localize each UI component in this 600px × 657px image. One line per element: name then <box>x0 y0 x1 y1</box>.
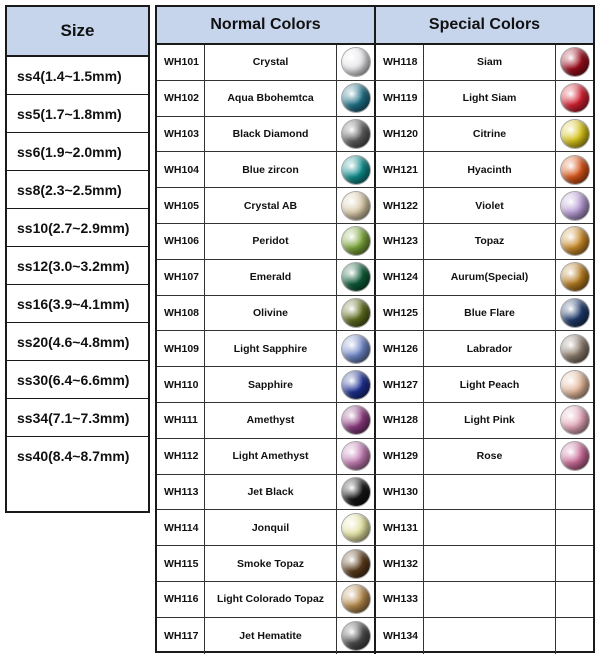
normal-swatch-cell <box>337 475 376 510</box>
size-list <box>7 57 148 475</box>
special-name: Light Siam <box>424 81 556 116</box>
normal-code: WH105 <box>157 188 205 223</box>
rhinestone-swatch <box>342 299 370 327</box>
special-code: WH129 <box>376 439 424 474</box>
size-row: ss20(4.6~4.8mm) <box>7 323 148 361</box>
rhinestone-swatch <box>342 406 370 434</box>
normal-name: Sapphire <box>205 367 337 402</box>
normal-name: Aqua Bbohemtca <box>205 81 337 116</box>
rhinestone-swatch <box>561 120 589 148</box>
special-name <box>424 582 556 617</box>
normal-name: Peridot <box>205 224 337 259</box>
normal-code: WH107 <box>157 260 205 295</box>
special-code: WH119 <box>376 81 424 116</box>
color-table <box>155 5 595 653</box>
table-row <box>157 582 593 618</box>
rhinestone-swatch <box>561 442 589 470</box>
special-swatch-cell <box>556 152 593 187</box>
table-row <box>157 296 593 332</box>
normal-name: Jonquil <box>205 510 337 545</box>
normal-name: Jet Black <box>205 475 337 510</box>
special-code: WH133 <box>376 582 424 617</box>
special-name: Hyacinth <box>424 152 556 187</box>
normal-swatch-cell <box>337 296 376 331</box>
special-name: Citrine <box>424 117 556 152</box>
rhinestone-swatch <box>342 442 370 470</box>
special-swatch-cell <box>556 367 593 402</box>
normal-name: Emerald <box>205 260 337 295</box>
normal-swatch-cell <box>337 152 376 187</box>
normal-code: WH108 <box>157 296 205 331</box>
normal-code: WH102 <box>157 81 205 116</box>
color-table-header <box>157 7 593 45</box>
special-name <box>424 546 556 581</box>
size-row: ss34(7.1~7.3mm) <box>7 399 148 437</box>
normal-swatch-cell <box>337 582 376 617</box>
rhinestone-swatch <box>561 156 589 184</box>
rhinestone-swatch <box>342 550 370 578</box>
normal-swatch-cell <box>337 439 376 474</box>
rhinestone-swatch <box>342 48 370 76</box>
rhinestone-swatch <box>342 585 370 613</box>
rhinestone-swatch <box>561 192 589 220</box>
normal-code: WH106 <box>157 224 205 259</box>
rhinestone-swatch <box>342 227 370 255</box>
normal-swatch-cell <box>337 45 376 80</box>
special-name: Rose <box>424 439 556 474</box>
table-row <box>157 367 593 403</box>
table-row <box>157 331 593 367</box>
normal-code: WH116 <box>157 582 205 617</box>
special-swatch-cell <box>556 331 593 366</box>
normal-name: Olivine <box>205 296 337 331</box>
rhinestone-swatch <box>561 406 589 434</box>
rhinestone-swatch <box>561 84 589 112</box>
size-row: ss10(2.7~2.9mm) <box>7 209 148 247</box>
rhinestone-swatch <box>342 120 370 148</box>
special-code: WH121 <box>376 152 424 187</box>
rhinestone-swatch <box>342 156 370 184</box>
special-name: Siam <box>424 45 556 80</box>
size-table <box>5 5 150 513</box>
table-row <box>157 152 593 188</box>
special-swatch-cell <box>556 260 593 295</box>
special-code: WH134 <box>376 618 424 654</box>
size-row: ss12(3.0~3.2mm) <box>7 247 148 285</box>
table-row <box>157 439 593 475</box>
rhinestone-swatch <box>342 84 370 112</box>
special-swatch-cell <box>556 582 593 617</box>
size-row: ss5(1.7~1.8mm) <box>7 95 148 133</box>
size-row: ss6(1.9~2.0mm) <box>7 133 148 171</box>
normal-name: Amethyst <box>205 403 337 438</box>
table-row <box>157 546 593 582</box>
normal-name: Jet Hematite <box>205 618 337 654</box>
special-name: Aurum(Special) <box>424 260 556 295</box>
normal-name: Light Amethyst <box>205 439 337 474</box>
normal-code: WH114 <box>157 510 205 545</box>
rhinestone-swatch <box>342 371 370 399</box>
special-swatch-cell <box>556 403 593 438</box>
normal-colors-header: Normal Colors <box>157 7 376 43</box>
normal-name: Crystal <box>205 45 337 80</box>
special-swatch-cell <box>556 188 593 223</box>
normal-code: WH109 <box>157 331 205 366</box>
size-row: ss8(2.3~2.5mm) <box>7 171 148 209</box>
special-name: Violet <box>424 188 556 223</box>
normal-name: Smoke Topaz <box>205 546 337 581</box>
special-colors-header: Special Colors <box>428 16 541 33</box>
special-name <box>424 510 556 545</box>
normal-swatch-cell <box>337 546 376 581</box>
size-row: ss16(3.9~4.1mm) <box>7 285 148 323</box>
special-name: Light Pink <box>424 403 556 438</box>
normal-code: WH113 <box>157 475 205 510</box>
rhinestone-swatch <box>561 48 589 76</box>
normal-code: WH115 <box>157 546 205 581</box>
normal-swatch-cell <box>337 81 376 116</box>
normal-code: WH111 <box>157 403 205 438</box>
table-row <box>157 475 593 511</box>
normal-name: Light Sapphire <box>205 331 337 366</box>
special-code: WH118 <box>376 45 424 80</box>
rhinestone-swatch <box>561 335 589 363</box>
normal-swatch-cell <box>337 331 376 366</box>
normal-code: WH112 <box>157 439 205 474</box>
rhinestone-swatch <box>561 227 589 255</box>
special-name: Blue Flare <box>424 296 556 331</box>
normal-code: WH117 <box>157 618 205 654</box>
special-code: WH120 <box>376 117 424 152</box>
rhinestone-swatch <box>342 478 370 506</box>
special-name: Topaz <box>424 224 556 259</box>
special-code: WH125 <box>376 296 424 331</box>
rhinestone-swatch <box>342 622 370 650</box>
table-row <box>157 618 593 654</box>
rhinestone-swatch <box>342 514 370 542</box>
size-row: ss30(6.4~6.6mm) <box>7 361 148 399</box>
table-row <box>157 224 593 260</box>
special-code: WH128 <box>376 403 424 438</box>
rhinestone-swatch <box>561 263 589 291</box>
normal-swatch-cell <box>337 618 376 654</box>
special-name <box>424 475 556 510</box>
normal-swatch-cell <box>337 510 376 545</box>
special-swatch-cell <box>556 510 593 545</box>
normal-name: Light Colorado Topaz <box>205 582 337 617</box>
special-code: WH126 <box>376 331 424 366</box>
special-swatch-cell <box>556 618 593 654</box>
normal-swatch-cell <box>337 260 376 295</box>
normal-name: Crystal AB <box>205 188 337 223</box>
table-row <box>157 510 593 546</box>
special-swatch-cell <box>556 546 593 581</box>
special-code: WH130 <box>376 475 424 510</box>
special-code: WH122 <box>376 188 424 223</box>
special-swatch-cell <box>556 224 593 259</box>
table-row <box>157 117 593 153</box>
table-row <box>157 403 593 439</box>
normal-swatch-cell <box>337 117 376 152</box>
rhinestone-swatch <box>342 192 370 220</box>
normal-swatch-cell <box>337 367 376 402</box>
special-name: Labrador <box>424 331 556 366</box>
normal-name: Black Diamond <box>205 117 337 152</box>
special-code: WH124 <box>376 260 424 295</box>
normal-code: WH101 <box>157 45 205 80</box>
size-row: ss4(1.4~1.5mm) <box>7 57 148 95</box>
normal-name: Blue zircon <box>205 152 337 187</box>
special-name <box>424 618 556 654</box>
color-rows <box>157 45 593 654</box>
size-row: ss40(8.4~8.7mm) <box>17 448 130 464</box>
special-swatch-cell <box>556 296 593 331</box>
special-code: WH132 <box>376 546 424 581</box>
special-name: Light Peach <box>424 367 556 402</box>
table-row <box>157 81 593 117</box>
special-swatch-cell <box>556 45 593 80</box>
normal-code: WH104 <box>157 152 205 187</box>
normal-swatch-cell <box>337 224 376 259</box>
special-code: WH131 <box>376 510 424 545</box>
rhinestone-swatch <box>342 263 370 291</box>
size-header: Size <box>7 7 148 57</box>
special-swatch-cell <box>556 81 593 116</box>
special-swatch-cell <box>556 117 593 152</box>
normal-swatch-cell <box>337 403 376 438</box>
table-row <box>157 260 593 296</box>
rhinestone-swatch <box>561 299 589 327</box>
normal-swatch-cell <box>337 188 376 223</box>
special-swatch-cell <box>556 439 593 474</box>
rhinestone-swatch <box>342 335 370 363</box>
table-row <box>157 45 593 81</box>
normal-code: WH110 <box>157 367 205 402</box>
special-swatch-cell <box>556 475 593 510</box>
special-code: WH123 <box>376 224 424 259</box>
table-row <box>157 188 593 224</box>
normal-code: WH103 <box>157 117 205 152</box>
rhinestone-swatch <box>561 371 589 399</box>
special-code: WH127 <box>376 367 424 402</box>
